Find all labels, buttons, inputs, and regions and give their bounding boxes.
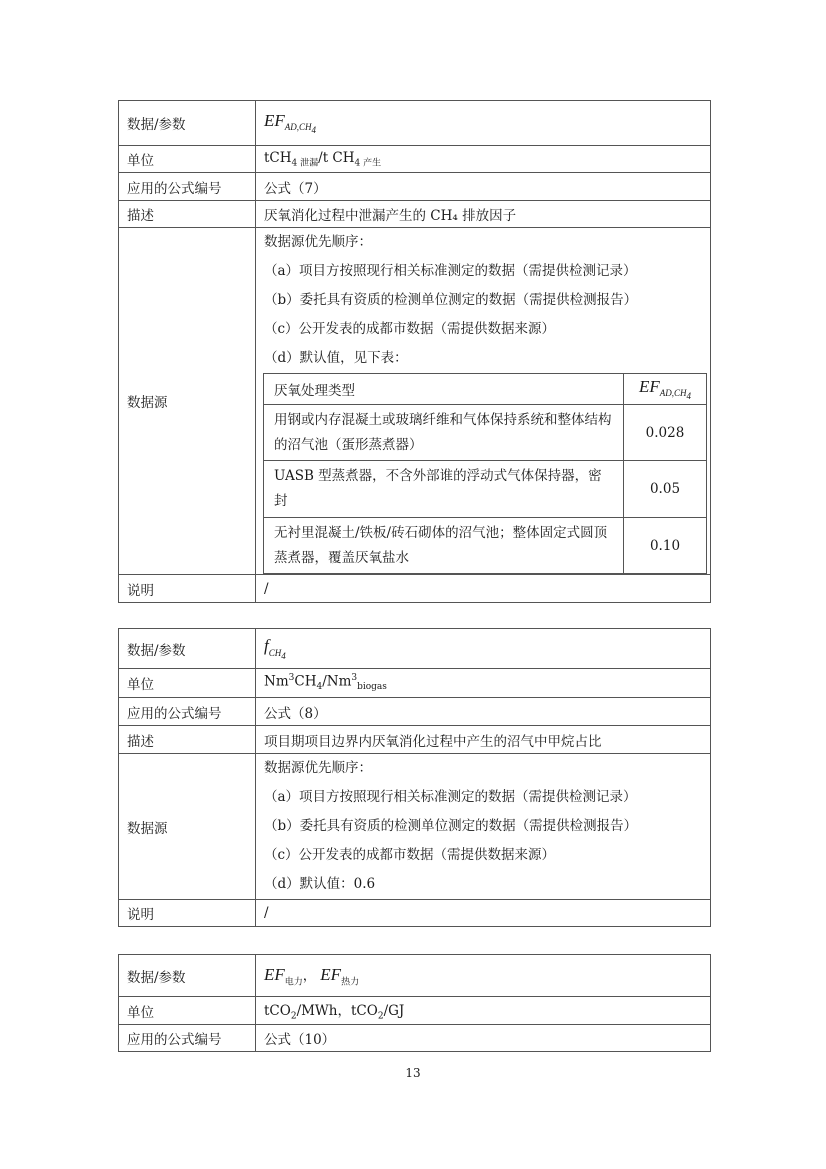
source-line: （a）项目方按照现行相关标准测定的数据（需提供检测记录） — [264, 789, 637, 805]
source-line: 数据源优先顺序： — [264, 234, 372, 250]
inner-row-value: 0.05 — [624, 461, 707, 518]
note-value: / — [256, 900, 711, 927]
unit-value: tCO$_2$/MWh，tCO$_2$/GJ — [256, 997, 711, 1025]
formula-value: 公式（10） — [256, 1025, 711, 1052]
inner-row-type: UASB 型蒸煮器，不含外部谁的浮动式气体保持器，密封 — [264, 461, 624, 518]
source-line: （b）委托具有资质的检测单位测定的数据（需提供检测报告） — [264, 292, 638, 308]
desc-value: 厌氧消化过程中泄漏产生的 CH₄ 排放因子 — [256, 201, 711, 228]
unit-label: 单位 — [119, 997, 256, 1025]
source-line: （c）公开发表的成都市数据（需提供数据来源） — [264, 847, 556, 863]
source-line: 数据源优先顺序： — [264, 760, 372, 776]
source-label: 数据源 — [119, 228, 256, 575]
inner-header-type: 厌氧处理类型 — [264, 374, 624, 405]
note-value: / — [256, 575, 711, 603]
param-table-ef-ad-ch4 — [118, 100, 711, 603]
param-label: 数据/参数 — [119, 101, 256, 146]
formula-label: 应用的公式编号 — [119, 1025, 256, 1052]
note-label: 说明 — [119, 900, 256, 927]
inner-header-symbol: $EF_{AD,CH_4}$ — [624, 374, 707, 405]
source-line: （d）默认值，见下表： — [264, 350, 408, 366]
formula-value: 公式（8） — [256, 698, 711, 726]
inner-row-value: 0.028 — [624, 405, 707, 461]
unit-label: 单位 — [119, 146, 256, 173]
source-value — [256, 754, 711, 900]
formula-value: 公式（7） — [256, 173, 711, 201]
note-label: 说明 — [119, 575, 256, 603]
param-symbol: $EF_{电力}$， $EF_{热力}$ — [256, 955, 711, 997]
default-values-table — [263, 373, 707, 574]
unit-value: tCH$_4$ $_{泄漏}$/t $CH_4$ $_{产生}$ — [256, 146, 711, 173]
formula-label: 应用的公式编号 — [119, 173, 256, 201]
page-number: 13 — [405, 1066, 421, 1080]
source-line: （b）委托具有资质的检测单位测定的数据（需提供检测报告） — [264, 818, 638, 834]
source-label: 数据源 — [119, 754, 256, 900]
inner-row-type: 无衬里混凝土/铁板/砖石砌体的沼气池；整体固定式圆顶蒸煮器，覆盖厌氧盐水 — [264, 518, 624, 574]
desc-label: 描述 — [119, 726, 256, 754]
source-line: （a）项目方按照现行相关标准测定的数据（需提供检测记录） — [264, 263, 637, 279]
unit-value: $Nm^3CH_4/Nm^3_{biogas}$ — [256, 669, 711, 698]
param-table-ef-power-heat — [118, 954, 711, 1052]
source-line: （d）默认值：0.6 — [264, 876, 376, 892]
formula-label: 应用的公式编号 — [119, 698, 256, 726]
source-value — [256, 228, 711, 575]
param-symbol: $f_{CH_4}$ — [256, 629, 711, 669]
param-label: 数据/参数 — [119, 955, 256, 997]
desc-value: 项目期项目边界内厌氧消化过程中产生的沼气中甲烷占比 — [256, 726, 711, 754]
param-symbol: $EF_{AD,CH_4}$ — [256, 101, 711, 146]
desc-label: 描述 — [119, 201, 256, 228]
inner-row-value: 0.10 — [624, 518, 707, 574]
param-label: 数据/参数 — [119, 629, 256, 669]
source-line: （c）公开发表的成都市数据（需提供数据来源） — [264, 321, 556, 337]
param-table-f-ch4 — [118, 628, 711, 927]
unit-label: 单位 — [119, 669, 256, 698]
inner-row-type: 用钢或内存混凝土或玻璃纤维和气体保持系统和整体结构的沼气池（蛋形蒸煮器） — [264, 405, 624, 461]
